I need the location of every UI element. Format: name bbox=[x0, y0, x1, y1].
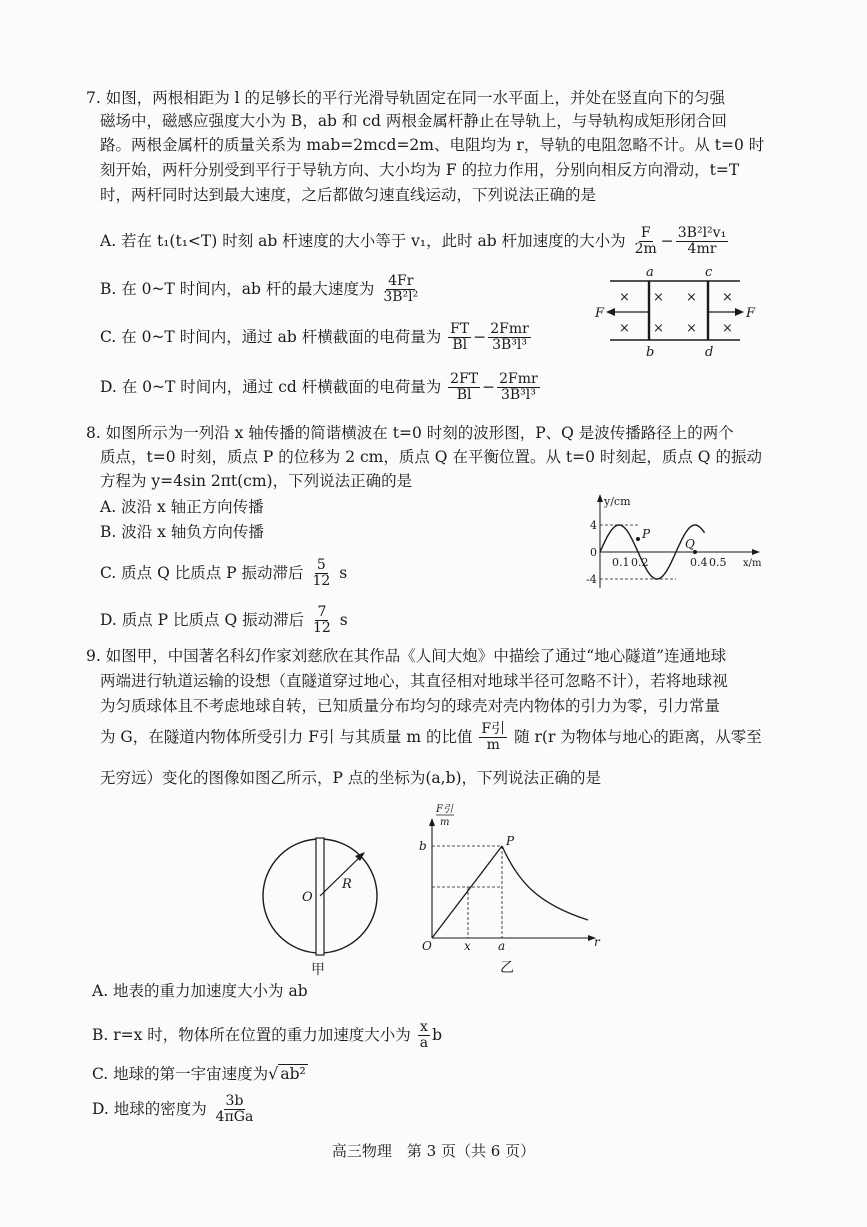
y-axis-arrow bbox=[597, 494, 603, 502]
label-R: R bbox=[342, 877, 352, 892]
label-d: d bbox=[705, 345, 714, 360]
q8-stem-line-2: 质点，t=0 时刻，质点 P 的位移为 2 cm，质点 Q 在平衡位置。从 t=0 时刻起，质点 Q 的振动 bbox=[100, 448, 762, 466]
y-label-num: F引 bbox=[436, 804, 453, 815]
q9-option-c: C. 地球的第一宇宙速度为√ ab² bbox=[92, 1064, 306, 1083]
page-footer: 高三物理 第 3 页（共 6 页） bbox=[331, 1142, 536, 1160]
label-P: P bbox=[642, 527, 651, 541]
q8-c-frac: $\frac{5}{12}$ bbox=[312, 557, 331, 590]
q7-stem-line-3: 路。两根金属杆的质量关系为 mab=2mcd=2m、电阻均为 r，导轨的电阻忽略不计。从 t=0 时 bbox=[100, 136, 765, 154]
force-arrowhead-left bbox=[606, 308, 615, 316]
q8-option-d: D. 质点 P 比质点 Q 振动滞后 $\frac{7}{12}$ s bbox=[100, 604, 348, 637]
point-P bbox=[636, 537, 640, 541]
x-tick-04: 0.4 bbox=[690, 556, 708, 569]
q9-option-a: A. 地表的重力加速度大小为 ab bbox=[92, 982, 308, 1000]
fm-axis-arrow bbox=[429, 818, 435, 826]
x-axis-label: x/m bbox=[743, 558, 762, 569]
radius-line bbox=[320, 856, 361, 896]
q9-c-radicand: ab² bbox=[280, 1065, 306, 1083]
q7-option-c: C. 在 0~T 时间内，通过 ab 杆横截面的电荷量为 $\frac{FT}{Bl}$ − $\frac{\text{2Fmr}}{\text{3B³l³}}$ bbox=[100, 321, 529, 354]
q7-a-frac-2: $\frac{\text{3B²l²v₁}}{4mr}$ bbox=[677, 225, 727, 258]
y-tick-0: 0 bbox=[590, 546, 597, 559]
x-tick-05: 0.5 bbox=[709, 556, 727, 569]
caption-jia: 甲 bbox=[311, 962, 325, 978]
linear-segment bbox=[432, 846, 502, 938]
q8-d-frac: $\frac{7}{12}$ bbox=[313, 604, 331, 637]
y-tick-neg4: -4 bbox=[586, 573, 597, 586]
q9-option-d: D. 地球的密度为 $\frac{3b}{\text{4πGa}}$ bbox=[92, 1093, 254, 1126]
q8-option-c: C. 质点 Q 比质点 P 振动滞后 $\frac{5}{12}$ s bbox=[100, 557, 348, 590]
q9-option-b: B. r=x 时，物体所在位置的重力加速度大小为 $\frac{x}{a}$ b bbox=[92, 1019, 443, 1052]
label-O: O bbox=[302, 890, 313, 905]
inverse-square-curve bbox=[502, 846, 588, 920]
label-r: r bbox=[594, 935, 600, 949]
label-Q: Q bbox=[685, 537, 695, 551]
q9-d-frac: $\frac{3b}{\text{4πGa}}$ bbox=[215, 1093, 254, 1126]
q7-a-frac-1: $\frac{F}{2m}$ bbox=[634, 225, 657, 258]
q7-c-frac-2: $\frac{\text{2Fmr}}{\text{3B³l³}}$ bbox=[490, 321, 529, 354]
y-label-den: m bbox=[440, 817, 450, 828]
q9-stem-line-3: 为匀质球体且不考虑地球自转，已知质量分布均匀的球壳对壳内物体的引力为零，引力常量 bbox=[100, 697, 721, 715]
field-x: × bbox=[686, 290, 697, 305]
field-x: × bbox=[653, 290, 664, 305]
q9-b-frac: $\frac{x}{a}$ bbox=[419, 1019, 429, 1052]
q7-c-frac-1: $\frac{FT}{Bl}$ bbox=[450, 321, 470, 354]
field-x: × bbox=[686, 321, 697, 336]
field-x: × bbox=[722, 321, 733, 336]
magnetic-field-marks bbox=[619, 290, 733, 336]
caption-yi: 乙 bbox=[500, 960, 514, 976]
y-tick-4: 4 bbox=[590, 519, 597, 532]
label-b: b bbox=[646, 345, 655, 360]
tunnel bbox=[316, 838, 324, 955]
x-tick-02: 0.2 bbox=[631, 556, 649, 569]
label-force-left: F bbox=[595, 306, 605, 321]
q7-stem-line-5: 时，两杆同时达到最大速度，之后都做匀速直线运动，下列说法正确的是 bbox=[100, 186, 597, 204]
force-arrowhead-right bbox=[735, 308, 744, 316]
q7-d-frac-1: $\frac{2FT}{Bl}$ bbox=[450, 371, 479, 404]
q7-option-a: A. 若在 t₁(t₁<T) 时刻 ab 杆速度的大小等于 v₁，此时 ab 杆加速度的大小为 $\frac{F}{2m}$ − $\frac{\text{3B²l²v₁}}{4mr}$ bbox=[100, 225, 727, 258]
q8-option-b: B. 波沿 x 轴负方向传播 bbox=[100, 523, 264, 541]
y-axis-label: y/cm bbox=[604, 495, 631, 508]
q9-stem-line-1: 9. 如图甲，中国著名科幻作家刘慈欣在其作品《人间大炮》中描绘了通过“地心隧道”连通地球 bbox=[86, 647, 727, 665]
q7-rail-diagram bbox=[590, 266, 760, 360]
x-tick-01: 0.1 bbox=[612, 556, 630, 569]
q9-ratio-frac: $\frac{\text{F引}}{m}$ bbox=[481, 721, 506, 754]
label-b: b bbox=[419, 839, 427, 853]
q8-stem-line-3: 方程为 y=4sin 2πt(cm)，下列说法正确的是 bbox=[100, 472, 413, 490]
q9-earth-figure bbox=[258, 828, 388, 978]
q7-b-frac: $\frac{4Fr}{\text{3B²l²}}$ bbox=[383, 273, 419, 306]
label-a: a bbox=[646, 265, 654, 280]
q7-stem-line-4: 刻开始，两杆分别受到平行于导轨方向、大小均为 F 的拉力作用，分别向相反方向滑动，t=T bbox=[100, 161, 740, 179]
field-x: × bbox=[653, 321, 664, 336]
q7-option-d: D. 在 0~T 时间内，通过 cd 杆横截面的电荷量为 $\frac{2FT}{Bl}$ − $\frac{\text{2Fmr}}{\text{3B³l³}}$ bbox=[100, 371, 538, 404]
q7-option-b: B. 在 0~T 时间内，ab 杆的最大速度为 $\frac{4Fr}{\text{3B²l²}}$ bbox=[100, 273, 419, 306]
label-c: c bbox=[705, 265, 713, 280]
q8-option-a: A. 波沿 x 轴正方向传播 bbox=[100, 498, 264, 516]
q8-stem-line-1: 8. 如图所示为一列沿 x 轴传播的简谐横波在 t=0 时刻的波形图，P、Q 是波传播路径上的两个 bbox=[86, 424, 734, 442]
label-a: a bbox=[498, 939, 506, 953]
label-O: O bbox=[422, 939, 432, 953]
q7-d-frac-2: $\frac{\text{2Fmr}}{\text{3B³l³}}$ bbox=[499, 371, 538, 404]
label-force-right: F bbox=[746, 306, 756, 321]
label-x: x bbox=[464, 939, 471, 953]
q9-stem-line-4: 为 G，在隧道内物体所受引力 F引 与其质量 m 的比值 $\frac{\text{F引}}{m}$ 随 r(r 为物体与地心的距离，从零至 bbox=[100, 721, 762, 754]
q7-stem-line-1: 7. 如图，两根相距为 l 的足够长的平行光滑导轨固定在同一水平面上，并处在竖直向下的匀强 bbox=[86, 89, 726, 107]
q7-stem-line-2: 磁场中，磁感应强度大小为 B，ab 和 cd 两根金属杆静止在导轨上，与导轨构成矩形闭合回 bbox=[100, 112, 727, 130]
label-P: P bbox=[506, 834, 515, 848]
x-axis-arrow bbox=[752, 549, 760, 555]
q9-stem-line-5: 无穷远）变化的图像如图乙所示，P 点的坐标为(a,b)，下列说法正确的是 bbox=[100, 769, 602, 787]
q9-force-graph bbox=[416, 800, 606, 978]
q8-wave-graph bbox=[588, 492, 768, 592]
q9-stem-line-2: 两端进行轨道运输的设想（直隧道穿过地心，其直径相对地球半径可忽略不计），若将地球视 bbox=[100, 672, 728, 690]
field-x: × bbox=[619, 321, 630, 336]
field-x: × bbox=[619, 290, 630, 305]
field-x: × bbox=[722, 290, 733, 305]
